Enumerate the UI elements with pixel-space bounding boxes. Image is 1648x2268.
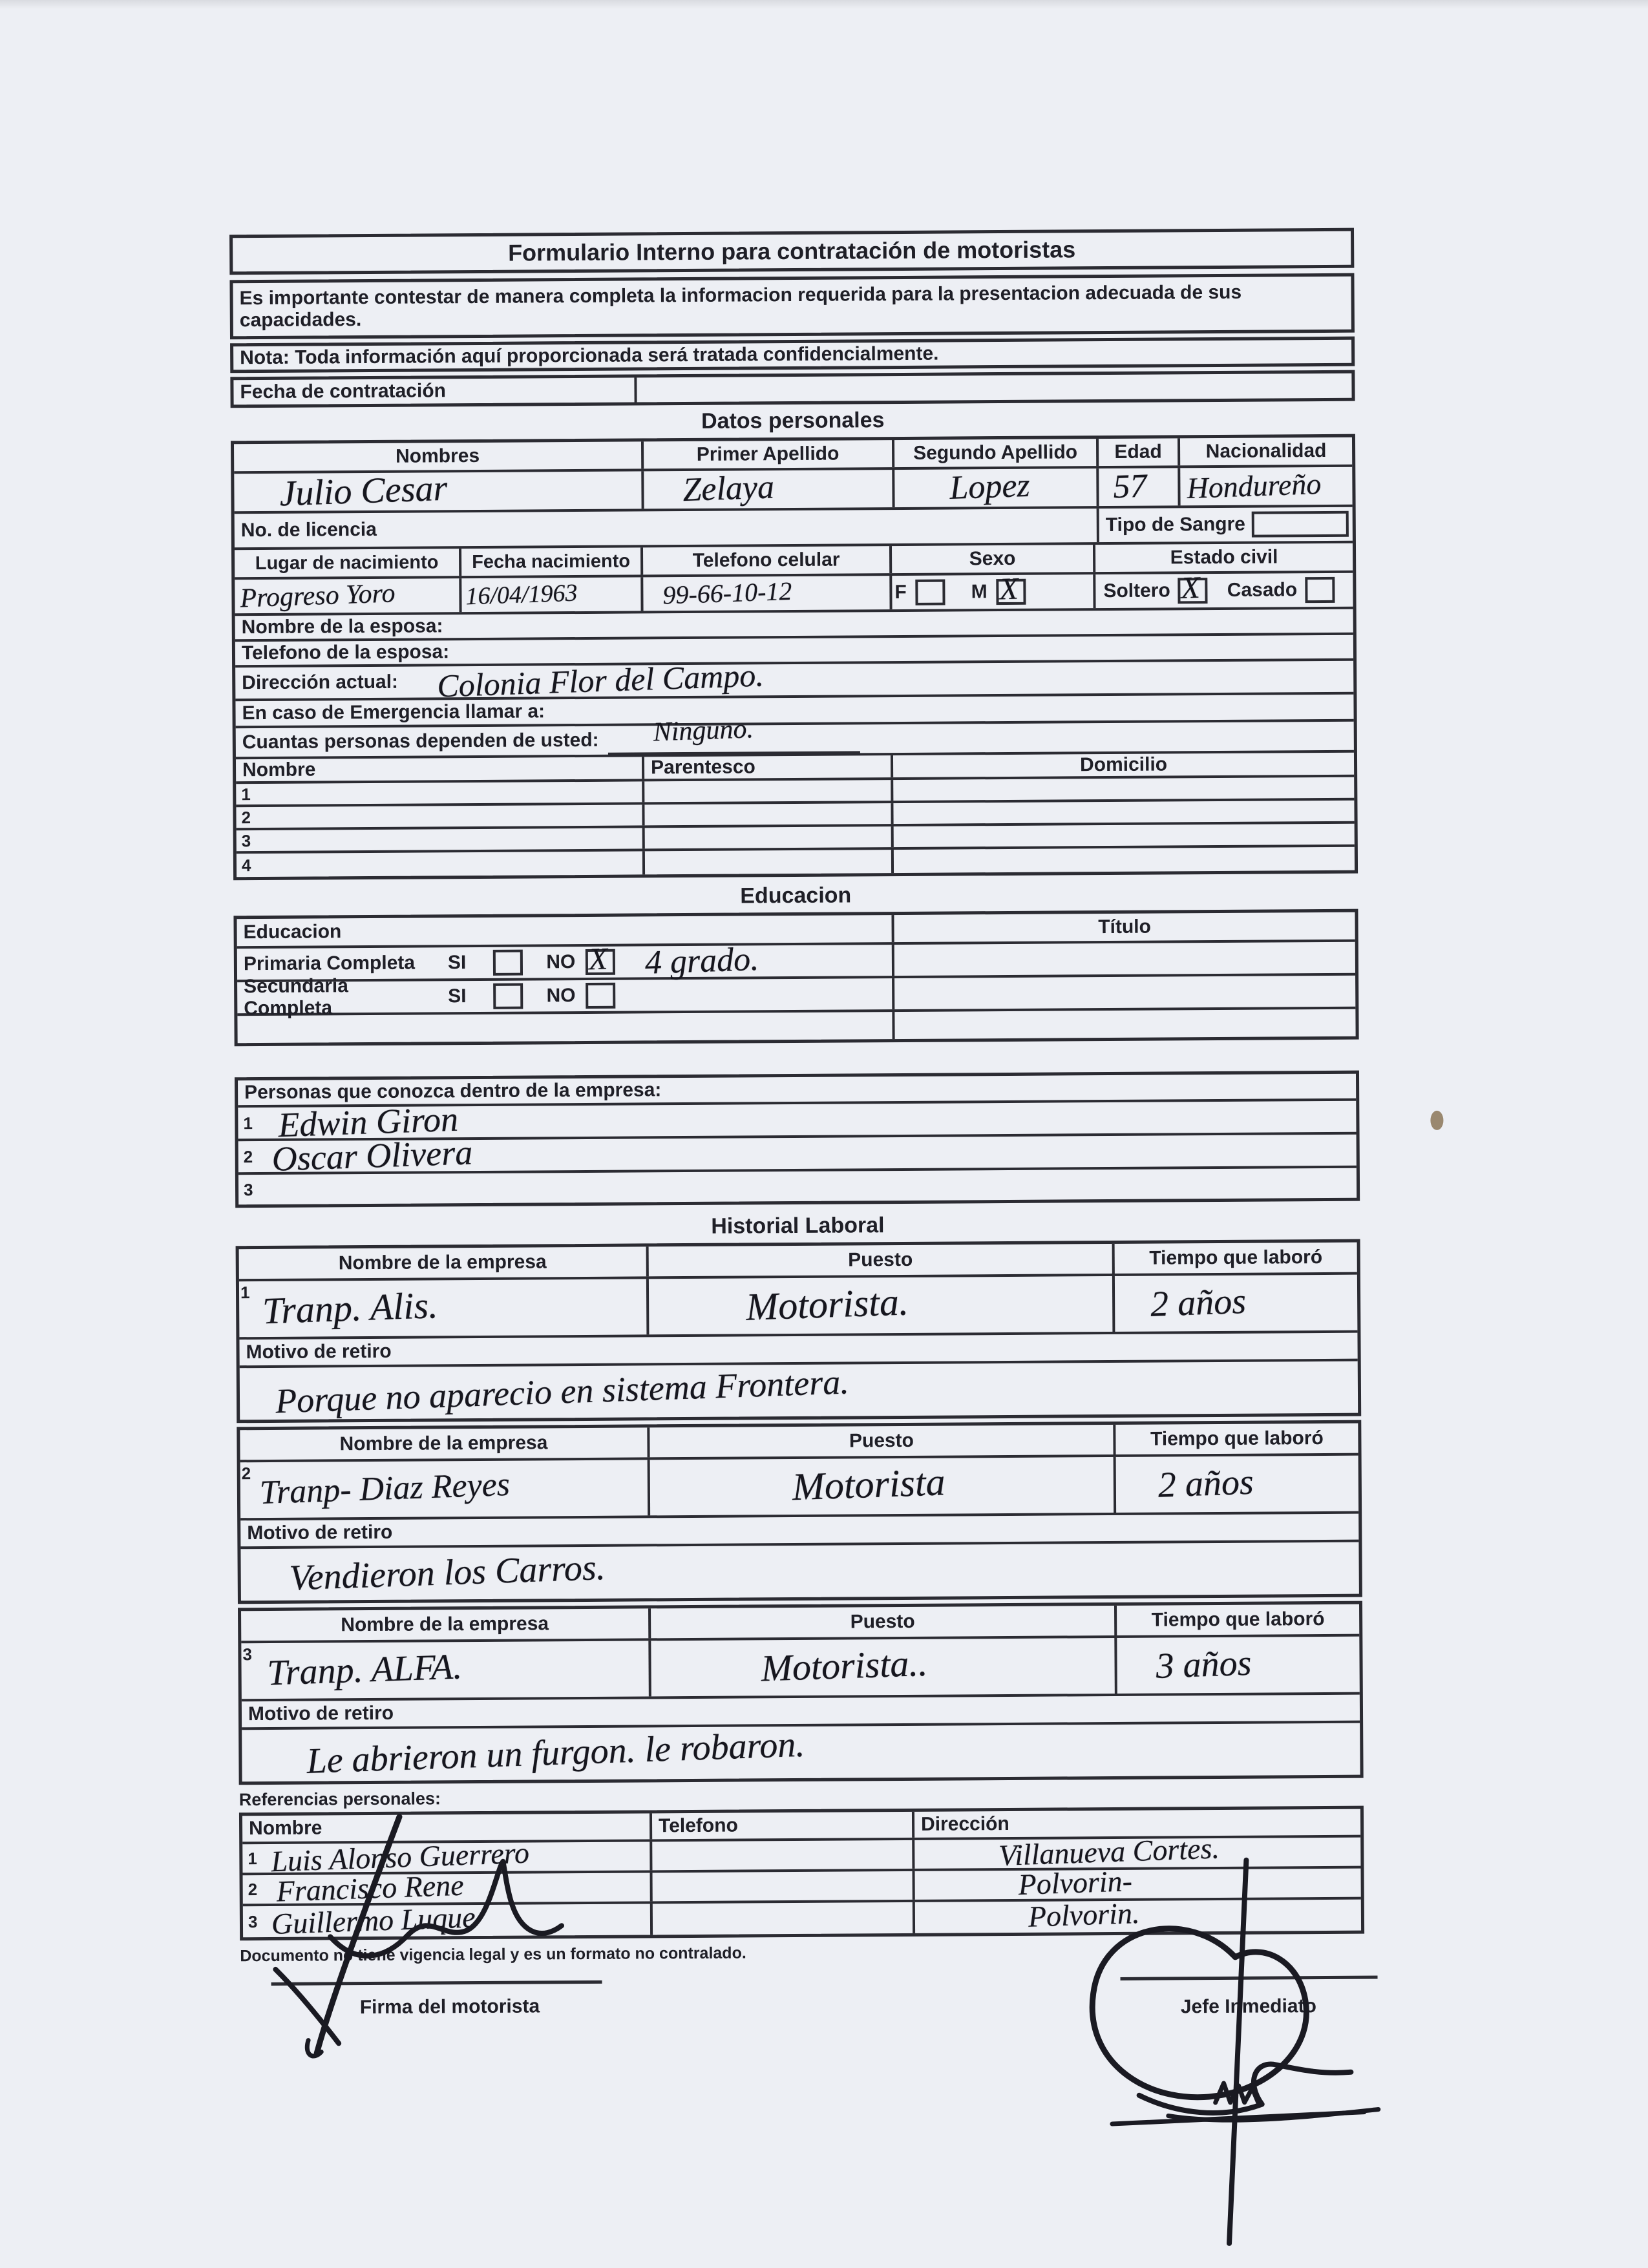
label-segundo-apellido: Segundo Apellido — [913, 441, 1078, 464]
work-entry-2 — [237, 1420, 1362, 1604]
known-row-number: 1 — [243, 1113, 253, 1133]
value-empresa: Tranp. ALFA. — [266, 1646, 463, 1694]
known-row-number: 3 — [243, 1179, 253, 1199]
label-secundaria: Secundaria Completa — [244, 975, 348, 1020]
label-licencia: No. de licencia — [240, 518, 377, 541]
label-primer-apellido: Primer Apellido — [696, 443, 840, 465]
value-primaria-note: 4 grado. — [644, 940, 760, 982]
instructions-box — [229, 273, 1355, 340]
label-empresa: Nombre de la empresa — [338, 1251, 547, 1274]
value-tiempo: 2 años — [1157, 1462, 1254, 1506]
label-direccion: Dirección actual: — [242, 671, 399, 694]
value-direccion: Colonia Flor del Campo. — [436, 656, 765, 704]
label-primaria: Primaria Completa — [243, 952, 416, 975]
label-empresa: Nombre de la empresa — [339, 1432, 548, 1455]
label-primaria-si: SI — [447, 952, 467, 974]
label-puesto: Puesto — [848, 1248, 913, 1271]
reference-name: Francisco Rene — [276, 1868, 465, 1908]
datos-values-row-1 — [234, 467, 1352, 514]
label-nombres: Nombres — [395, 445, 480, 467]
value-edad: 57 — [1112, 467, 1148, 506]
reference-name: Guillermo Luque — [271, 1900, 476, 1941]
label-fecha-nacimiento: Fecha nacimiento — [472, 551, 631, 572]
value-lugar-nacimiento: Progreso Yoro — [239, 578, 396, 614]
value-puesto: Motorista — [791, 1460, 946, 1509]
value-puesto: Motorista.. — [760, 1641, 929, 1690]
note-text: Nota: Toda información aquí proporcionada será tratada confidencialmente. — [240, 342, 939, 369]
checkbox-casado — [1305, 577, 1335, 603]
datos-values-row-2 — [235, 570, 1353, 616]
label-tiempo: Tiempo que laboró — [1149, 1246, 1323, 1269]
checkbox-sexo-m — [997, 571, 1026, 607]
value-segundo-apellido: Lopez — [949, 467, 1031, 507]
reference-address: Villanueva Cortes. — [998, 1831, 1220, 1873]
dependent-row-number: 4 — [241, 855, 251, 875]
label-nacionalidad: Nacionalidad — [1205, 439, 1327, 463]
known-person-name: Oscar Olivera — [271, 1133, 474, 1179]
ink-stain — [1430, 1111, 1443, 1130]
section-title-historial: Historial Laboral — [711, 1213, 885, 1239]
reference-name: Luis Alonso Guerrero — [271, 1836, 531, 1878]
work-entry-1 — [236, 1239, 1362, 1423]
sexo-m-x-mark: X — [998, 571, 1019, 607]
work-entry-number: 2 — [241, 1464, 251, 1484]
checkbox-sexo-f — [916, 580, 945, 605]
value-tiempo: 2 años — [1150, 1281, 1247, 1325]
value-nombres: Julio Cesar — [279, 468, 449, 514]
reference-row-number: 2 — [248, 1879, 258, 1899]
value-fecha-nacimiento: 16/04/1963 — [465, 579, 578, 611]
dependent-row-number: 3 — [241, 830, 251, 850]
label-telefono-celular: Telefono celular — [692, 549, 840, 571]
form-title: Formulario Interno para contratación de motoristas — [507, 236, 1076, 266]
reference-row-number: 3 — [248, 1911, 258, 1931]
work-values-row — [239, 1275, 1358, 1340]
known-person-row-3 — [238, 1168, 1357, 1205]
licencia-row — [235, 507, 1353, 551]
disclaimer-text: Documento no tiene vigencia legal y es un formato no contralado. — [240, 1944, 746, 1966]
label-emergencia: En caso de Emergencia llamar a: — [242, 700, 545, 724]
motorista-signature — [238, 1754, 628, 2067]
label-secundaria-si: SI — [448, 985, 467, 1007]
label-estado-civil: Estado civil — [1170, 546, 1278, 569]
known-people-box — [235, 1071, 1360, 1208]
label-motivo: Motivo de retiro — [247, 1521, 393, 1544]
dependen-blank-line — [607, 713, 860, 755]
label-motivo: Motivo de retiro — [248, 1702, 394, 1725]
value-empresa: Tranp. Alis. — [262, 1284, 439, 1332]
label-motivo: Motivo de retiro — [246, 1340, 392, 1363]
form-scan — [229, 228, 1364, 2019]
label-lugar-nacimiento: Lugar de nacimiento — [255, 551, 439, 574]
reference-row-number: 1 — [248, 1848, 257, 1868]
label-dep-parentesco: Parentesco — [650, 756, 755, 779]
primaria-no-x-mark: X — [588, 941, 609, 977]
label-casado: Casado — [1227, 579, 1298, 601]
label-tipo-sangre: Tipo de Sangre — [1105, 513, 1246, 536]
note-box — [230, 337, 1355, 373]
work-values-row — [241, 1637, 1360, 1702]
label-edad: Edad — [1114, 441, 1162, 463]
known-row-number: 2 — [243, 1146, 253, 1166]
label-tiempo: Tiempo que laboró — [1151, 1608, 1325, 1631]
work-entry-number: 1 — [240, 1283, 250, 1303]
label-esposa-telefono: Telefono de la esposa: — [241, 641, 450, 664]
label-puesto: Puesto — [850, 1610, 915, 1633]
checkbox-soltero — [1178, 570, 1208, 605]
datos-table — [231, 434, 1358, 881]
reference-address: Polvorin. — [1028, 1896, 1141, 1933]
soltero-x-mark: X — [1180, 570, 1201, 605]
checkbox-primaria-si — [493, 950, 523, 976]
label-ref-telefono: Telefono — [658, 1814, 738, 1837]
checkbox-primaria-no — [586, 941, 615, 977]
value-primer-apellido: Zelaya — [682, 468, 775, 509]
label-dep-nombre: Nombre — [242, 759, 316, 781]
motorista-signature-label: Firma del motorista — [359, 1995, 540, 2019]
dependent-row-number: 2 — [241, 807, 251, 827]
hire-date-label: Fecha de contratación — [240, 380, 447, 403]
label-sexo: Sexo — [969, 547, 1016, 570]
value-motivo: Porque no aparecio en sistema Frontera. — [275, 1362, 850, 1421]
hire-date-label-cell — [233, 377, 637, 404]
motivo-value-row — [240, 1361, 1358, 1420]
label-ref-nombre: Nombre — [248, 1817, 322, 1840]
motivo-value-row — [240, 1542, 1358, 1601]
label-secundaria-no: NO — [546, 985, 576, 1007]
label-known-people: Personas que conozca dentro de la empresa: — [244, 1079, 662, 1104]
form-title-box — [229, 228, 1354, 275]
checkbox-secundaria-si — [493, 983, 523, 1009]
label-dep-domicilio: Domicilio — [1079, 753, 1168, 776]
label-ref-direccion: Dirección — [920, 1812, 1009, 1835]
section-title-datos: Datos personales — [701, 408, 885, 434]
label-empresa: Nombre de la empresa — [341, 1613, 549, 1636]
value-telefono-celular: 99-66-10-12 — [662, 576, 793, 610]
tipo-sangre-box — [1252, 511, 1349, 538]
value-motivo: Vendieron los Carros. — [288, 1547, 606, 1599]
label-puesto: Puesto — [849, 1429, 914, 1452]
label-referencias: Referencias personales: — [238, 1789, 441, 1810]
label-educacion: Educacion — [243, 921, 342, 943]
label-sexo-f: F — [894, 581, 907, 604]
reference-address: Polvorin- — [1017, 1864, 1133, 1902]
label-dependen: Cuantas personas dependen de usted: — [242, 729, 599, 753]
jefe-signature-label: Jefe Inmediato — [1180, 1995, 1316, 2018]
label-soltero: Soltero — [1103, 580, 1170, 602]
hire-date-box — [230, 370, 1355, 408]
educacion-table — [233, 909, 1358, 1047]
value-dependen: Ninguno. — [652, 713, 754, 747]
value-empresa: Tranp- Diaz Reyes — [259, 1465, 511, 1512]
checkbox-secundaria-no — [586, 983, 615, 1009]
section-title-educacion: Educacion — [740, 883, 852, 908]
value-puesto: Motorista. — [745, 1280, 909, 1328]
label-esposa: Nombre de la esposa: — [241, 615, 443, 638]
label-titulo: Título — [1098, 916, 1151, 938]
known-person-name: Edwin Giron — [277, 1099, 460, 1145]
label-tiempo: Tiempo que laboró — [1150, 1427, 1324, 1450]
hire-date-value-cell — [637, 373, 1351, 403]
dependent-row-number: 1 — [241, 784, 251, 804]
label-sexo-m: M — [971, 581, 988, 603]
value-tiempo: 3 años — [1155, 1643, 1252, 1686]
instructions-text: Es importante contestar de manera completa la informacion requerida para la presentacion adecuada de sus capacidades. — [239, 281, 1242, 331]
jefe-signature — [1041, 1823, 1405, 2252]
value-motivo: Le abrieron un furgon. le robaron. — [306, 1724, 806, 1781]
value-nacionalidad: Hondureño — [1186, 467, 1322, 505]
label-primaria-no: NO — [546, 951, 576, 973]
work-entry-number: 3 — [242, 1644, 252, 1664]
work-values-row — [240, 1456, 1359, 1521]
